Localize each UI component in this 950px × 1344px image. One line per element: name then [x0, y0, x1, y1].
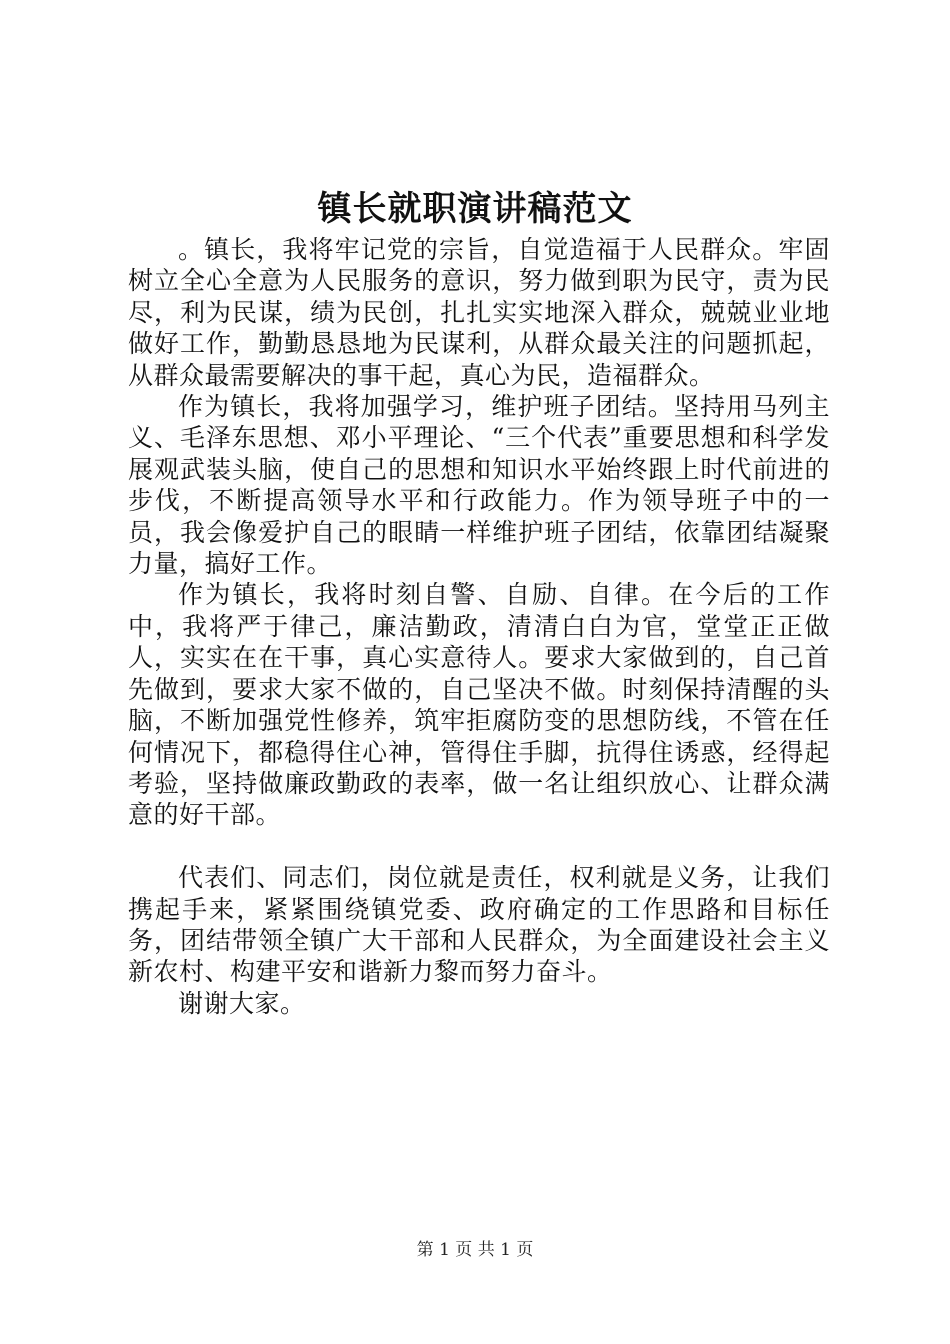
paragraph-5-closing: 谢谢大家。: [178, 988, 306, 1018]
paragraph-spacer: [128, 831, 830, 862]
paragraph-4: 代表们、同志们，岗位就是责任，权利就是义务，让我们携起手来，紧紧围绕镇党委、政府确定的工作思路和目标任务，团结带领全镇广大干部和人民群众，为全面建设社会主义新农村、构建平安和谐新力黎而努力奋斗。: [128, 863, 830, 987]
document-title: 镇长就职演讲稿范文: [317, 189, 633, 229]
paragraph-2: 作为镇长，我将加强学习，维护班子团结。坚持用马列主义、毛泽东思想、邓小平理论、“三个代表”重要思想和科学发展观武装头脑，使自己的思想和知识水平始终跟上时代前进的步伐，不断提高领导水平和行政能力。作为领导班子中的一员，我会像爱护自己的眼睛一样维护班子团结，依靠团结凝聚力量，搞好工作。: [128, 392, 830, 579]
document-body: [128, 234, 830, 1019]
page-footer: 第 1 页 共 1 页: [416, 1240, 534, 1260]
paragraph-3: 作为镇长，我将时刻自警、自励、自律。在今后的工作中，我将严于律己，廉洁勤政，清清白白为官，堂堂正正做人，实实在在干事，真心实意待人。要求大家做到的，自己首先做到，要求大家不做的，自己坚决不做。时刻保持清醒的头脑，不断加强党性修养，筑牢拒腐防变的思想防线，不管在任何情况下，都稳得住心神，管得住手脚，抗得住诱惑，经得起考验，坚持做廉政勤政的表率，做一名让组织放心、让群众满意的好干部。: [128, 580, 830, 830]
paragraph-1: 。镇长，我将牢记党的宗旨，自觉造福于人民群众。牢固树立全心全意为人民服务的意识，努力做到职为民守，责为民尽，利为民谋，绩为民创，扎扎实实地深入群众，兢兢业业地做好工作，勤勤恳恳地为民谋利，从群众最关注的问题抓起，从群众最需要解决的事干起，真心为民，造福群众。: [128, 235, 830, 390]
